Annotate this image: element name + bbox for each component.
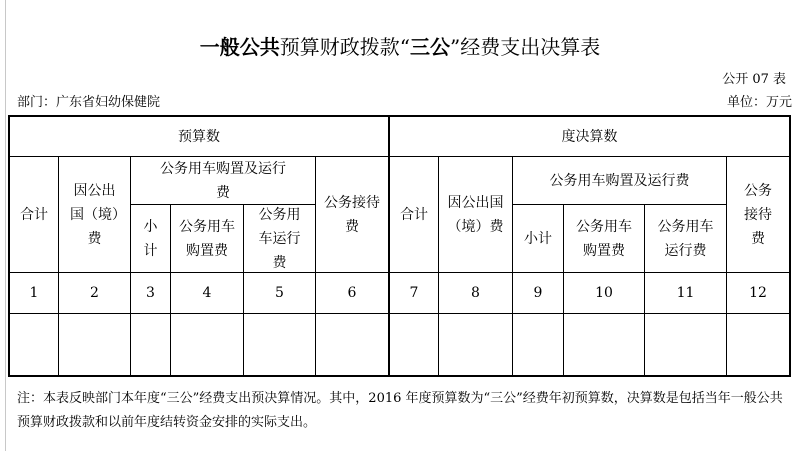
table-cell bbox=[390, 314, 438, 375]
column-number: 10 bbox=[595, 285, 613, 301]
page-left-border bbox=[5, 0, 6, 451]
table-cell bbox=[10, 314, 58, 375]
column-number: 4 bbox=[202, 285, 212, 301]
column-number: 12 bbox=[749, 285, 767, 301]
title-bold-prefix: 一般公共 bbox=[199, 35, 280, 59]
table-cell bbox=[439, 314, 512, 375]
column-number: 3 bbox=[146, 285, 155, 301]
title-bold-mid: 三公 bbox=[410, 35, 450, 59]
table-cell bbox=[564, 314, 644, 375]
final-header-total: 合计 bbox=[400, 206, 428, 223]
column-number: 5 bbox=[275, 285, 284, 301]
budget-header-operation: 公务用车运行费 bbox=[258, 206, 301, 271]
table-cell bbox=[727, 314, 789, 375]
column-number: 9 bbox=[533, 285, 543, 301]
final-header-vehicle: 公务用车购置及运行费 bbox=[549, 172, 690, 189]
table-cell bbox=[645, 314, 726, 375]
table-cell bbox=[513, 314, 563, 375]
title-suffix: ”经费支出决算表 bbox=[450, 35, 601, 59]
department-label: 部门：广东省妇幼保健院 bbox=[17, 95, 161, 110]
table-cell bbox=[131, 314, 170, 375]
column-number: 1 bbox=[29, 285, 39, 301]
final-header-purchase: 公务用车购置费 bbox=[576, 218, 632, 259]
table-cell bbox=[316, 314, 388, 375]
final-header-subtotal: 小计 bbox=[524, 230, 552, 247]
final-header-abroad: 因公出国（境）费 bbox=[447, 194, 504, 235]
budget-header-total: 合计 bbox=[20, 206, 48, 223]
header-budget: 预算数 bbox=[178, 128, 220, 145]
column-number: 8 bbox=[471, 285, 480, 301]
final-header-operation: 公务用车运行费 bbox=[657, 218, 714, 259]
column-number: 11 bbox=[676, 285, 695, 301]
column-number: 2 bbox=[90, 285, 99, 301]
header-final: 度决算数 bbox=[561, 128, 618, 145]
unit-label: 单位：万元 bbox=[726, 95, 792, 110]
final-header-reception: 公务接待费 bbox=[744, 182, 772, 247]
footnote: 注：本表反映部门本年度“三公”经费支出预决算情况。其中，2016 年度预算数为“三公”经费年初预算数，决算数是包括当年一般公共预算财政拨款和以前年度结转资金安排的实际支出。 bbox=[17, 391, 783, 430]
expense-table bbox=[8, 115, 791, 377]
table-cell bbox=[59, 314, 130, 375]
budget-header-subtotal: 小计 bbox=[143, 218, 158, 259]
table-cell bbox=[244, 314, 315, 375]
budget-header-vehicle: 公务用车购置及运行费 bbox=[160, 160, 286, 201]
budget-header-purchase: 公务用车购置费 bbox=[179, 218, 235, 259]
column-number: 7 bbox=[409, 285, 419, 301]
page-title bbox=[0, 34, 800, 60]
budget-header-abroad: 因公出国（境）费 bbox=[70, 182, 119, 247]
form-number: 公开 07 表 bbox=[722, 72, 786, 87]
table-cell bbox=[171, 314, 243, 375]
column-number: 6 bbox=[347, 285, 357, 301]
budget-header-reception: 公务接待费 bbox=[324, 194, 380, 235]
title-mid: 预算财政拨款“ bbox=[279, 35, 410, 59]
